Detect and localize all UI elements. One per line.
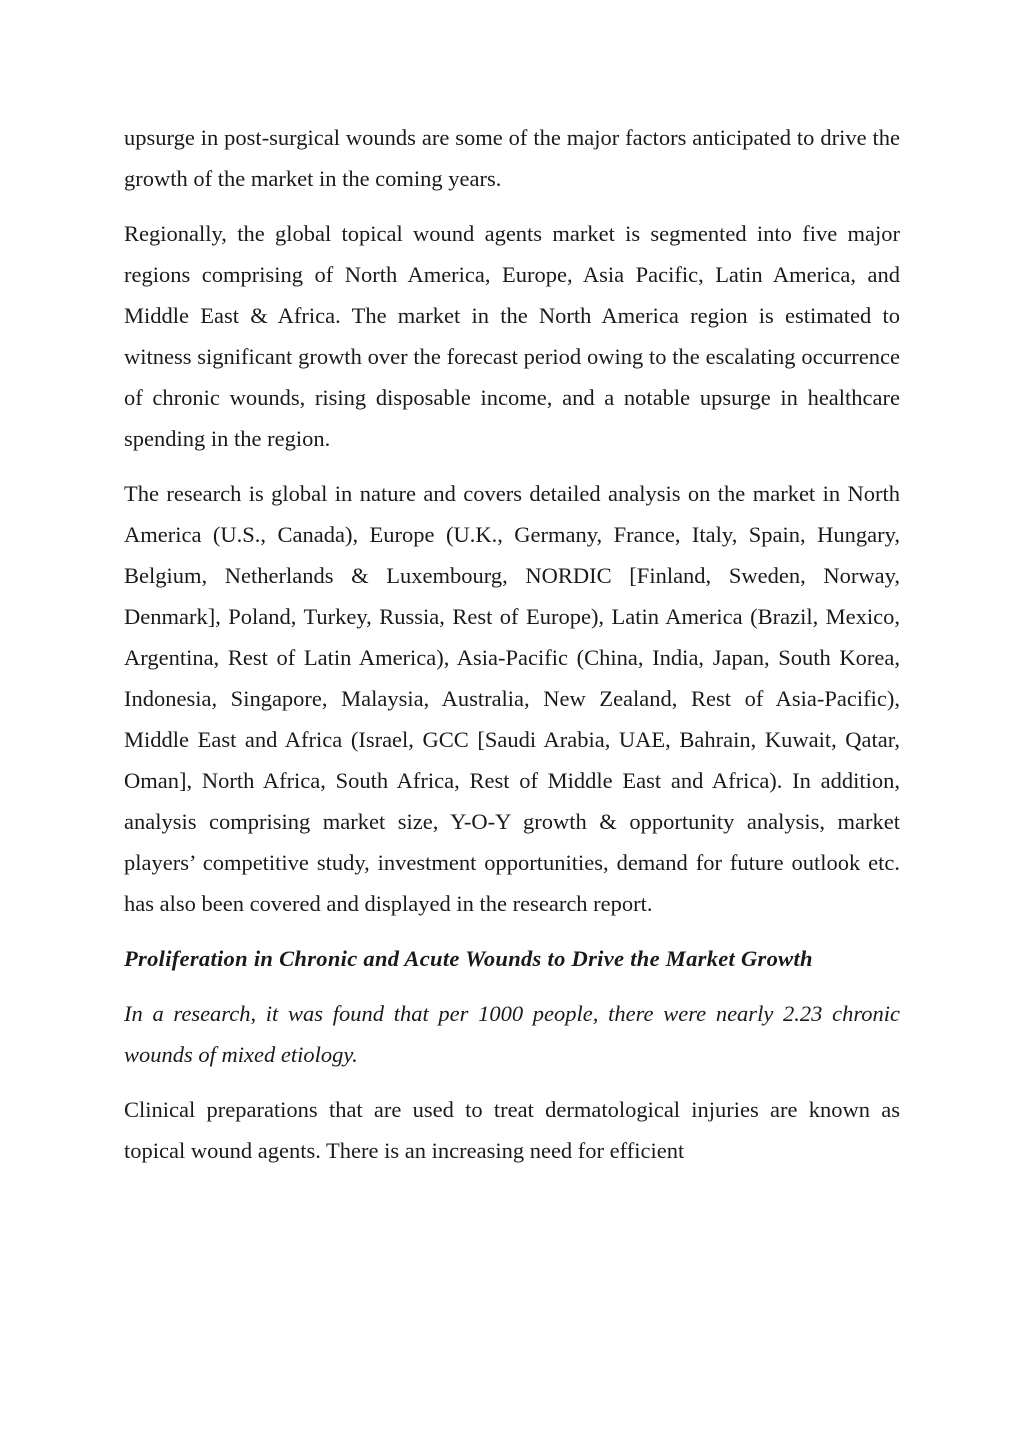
paragraph-regional-segmentation: Regionally, the global topical wound agents market is segmented into five major regions comprising of North America, Europe, Asia Pacific, Latin America, and Middle East & Africa. The market in the North America region is estimated to witness significant growth over the forecast period owing to the escalating occurrence of chronic wounds, rising disposable income, and a notable upsurge in healthcare spending in the region. xyxy=(124,221,900,451)
paragraph-market-drivers: upsurge in post-surgical wounds are some of the major factors anticipated to drive the growth of the market in the coming years. xyxy=(124,125,900,191)
paragraph-research-coverage: The research is global in nature and covers detailed analysis on the market in North America (U.S., Canada), Europe (U.K., Germany, France, Italy, Spain, Hungary, Belgium, Netherlands & Luxembourg, NORDIC [Finland, Sweden, Norway, Denmark], Poland, Turkey, Russia, Rest of Europe), Latin America (Brazil, Mexico, Argentina, Rest of Latin America), Asia-Pacific (China, India, Japan, South Korea, Indonesia, Singapore, Malaysia, Australia, New Zealand, Rest of Asia-Pacific), Middle East and Africa (Israel, GCC [Saudi Arabia, UAE, Bahrain, Kuwait, Qatar, Oman], North Africa, South Africa, Rest of Middle East and Africa). In addition, analysis comprising market size, Y-O-Y growth & opportunity analysis, market players’ competitive study, investment opportunities, demand for future outlook etc. has also been covered and displayed in the research report. xyxy=(124,481,900,916)
section-heading: Proliferation in Chronic and Acute Wounds to Drive the Market Growth xyxy=(124,946,813,971)
paragraph-topical-agents: Clinical preparations that are used to treat dermatological injuries are known as topical wound agents. There is an increasing need for efficient xyxy=(124,1097,900,1163)
document-page xyxy=(124,117,900,1185)
research-highlight: In a research, it was found that per 1000 people, there were nearly 2.23 chronic wounds of mixed etiology. xyxy=(124,1001,900,1067)
